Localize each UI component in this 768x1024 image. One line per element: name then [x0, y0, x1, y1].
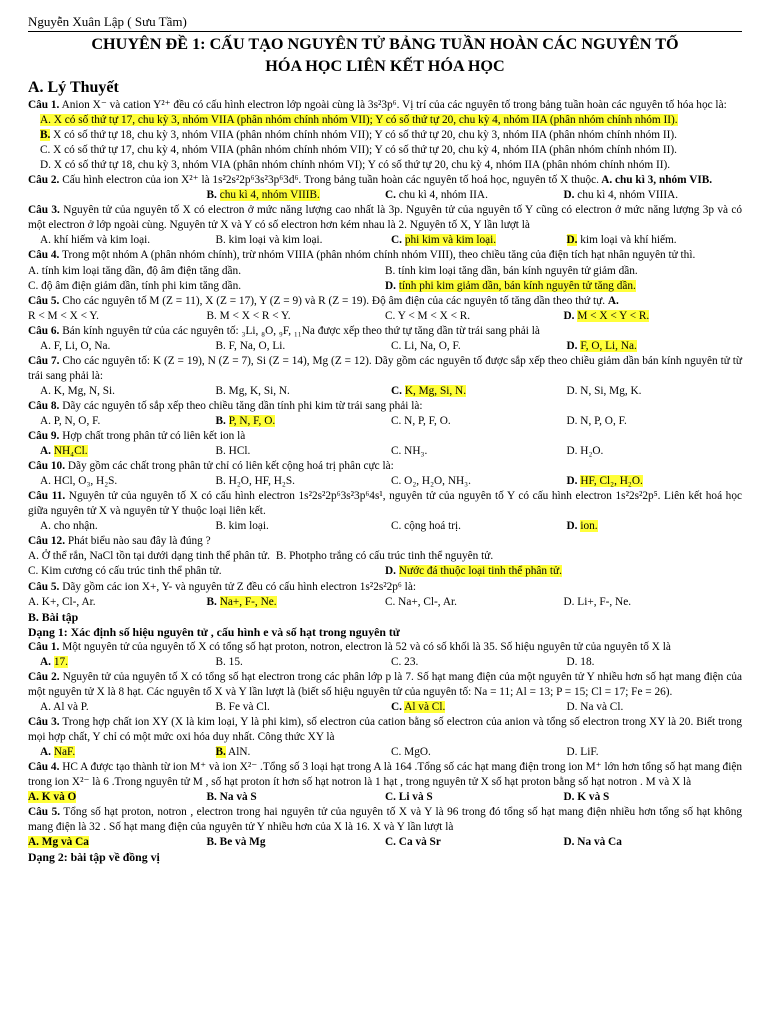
- option-b: B. Na và S: [206, 791, 257, 804]
- page-title: [28, 33, 742, 77]
- option-b: B. Mg, K, Si, N.: [215, 384, 290, 397]
- option-a: A. tính kim loại tăng dần, độ âm điện tăng dần.: [28, 264, 242, 277]
- question-7: Câu 7. Cho các nguyên tố: K (Z = 19), N (Z = 7), Si (Z = 14), Mg (Z = 12). Dãy gồm các nguyên tố được sắp xếp theo chiều giảm dần bán kính nguyên tử từ trái sang phải là:: [28, 354, 742, 382]
- option-c: C. X có số thứ tự 17, chu kỳ 4, nhóm VIIA (phân nhóm chính nhóm VII); Y có số thứ tự 20, chu kỳ 4, nhóm IIA (phân nhóm chính nhóm II).: [40, 144, 677, 157]
- option-a: [28, 835, 207, 850]
- options-row: [28, 519, 742, 534]
- question-13: Câu 5. Dãy gồm các ion X+, Y- và nguyên tử Z đều có cấu hình electron 1s²2s²2p⁶ là:: [28, 580, 416, 593]
- option-b: B. tính kim loại tăng dần, bán kính nguyên tử giảm dần.: [385, 264, 638, 277]
- option-a: [28, 790, 207, 805]
- option-a: [28, 113, 742, 128]
- option-d: D. N, Si, Mg, K.: [566, 384, 642, 397]
- option-d: D. Nước đá thuộc loại tinh thể phân tử.: [385, 565, 562, 578]
- answer-highlight: chu kì 4, nhóm VIIIB.: [219, 189, 320, 202]
- options-row: [28, 309, 742, 324]
- question-9: Câu 9. Hợp chất trong phân tử có liên kết ion là: [28, 430, 246, 443]
- exercise-5: Câu 5. Tổng số hạt proton, notron , electron trong hai nguyên tử của nguyên tố X và Y là 96 trong đó tổng số hạt mang điện nhiều hơn tổng số hạt không mang điện là 32 . Số hạt mang điện của nguyên tử Y nhiều hơn của X là 16. X và Y lần lượt là: [28, 806, 743, 834]
- answer-highlight: ion.: [580, 520, 598, 533]
- option-a: R < M < X < Y.: [28, 309, 99, 322]
- option-c: C. chu kì 4, nhóm IIA.: [385, 189, 488, 202]
- option-a: A. 17.: [40, 655, 68, 668]
- question-8: Câu 8. Dãy các nguyên tố sắp xếp theo chiều tăng dần tính phi kim từ trái sang phải là:: [28, 399, 423, 412]
- answer-highlight: A. X có số thứ tự 17, chu kỳ 3, nhóm VIIA (phân nhóm chính nhóm VII); Y có số thứ tự 20, chu kỳ 4, nhóm IIA (phân nhóm chính nhóm II).: [40, 114, 678, 127]
- question-2: Câu 2. Cấu hình electron của ion X²⁺ là 1s²2s²2p⁶3s²3p⁶3d⁶. Trong bảng tuần hoàn các nguyên tố hoá học, nguyên tố X thuộc. A. chu kì 3, nhóm VIB.: [28, 174, 713, 187]
- option-c: C. phi kim và kim loại.: [391, 234, 497, 247]
- answer-highlight: K, Mg, Si, N.: [404, 384, 467, 397]
- option-d: D. ion.: [566, 520, 598, 533]
- options-row: [28, 474, 742, 489]
- answer-highlight: A. K và O: [28, 791, 77, 804]
- option-c: C. Li và S: [385, 791, 433, 804]
- document-page: [28, 14, 742, 865]
- answer-highlight: 17.: [53, 655, 68, 668]
- title-line-1: CHUYÊN ĐỀ 1: CẤU TẠO NGUYÊN TỬ BẢNG TUẦN HOÀN CÁC NGUYÊN TỐ: [91, 35, 679, 53]
- question-label: Câu 1.: [28, 99, 60, 111]
- option-c: C. NH₃.: [391, 445, 428, 458]
- option-a: A. khí hiếm và kim loại.: [40, 234, 151, 247]
- answer-highlight: M < X < Y < R.: [577, 309, 650, 322]
- option-c: C. MgO.: [391, 745, 431, 758]
- option-a: A. NH₄Cl.: [40, 445, 88, 458]
- option-d: D. Na và Cl.: [566, 700, 624, 713]
- option-d: D. HF, Cl₂, H₂O.: [566, 475, 643, 488]
- answer-highlight: NaF.: [53, 745, 76, 758]
- option-a: A. Ở thể rắn, NaCl tồn tại dưới dạng tinh thể phân tử.: [28, 550, 270, 563]
- exercise-4: Câu 4. HC A được tạo thành từ ion M⁺ và ion X²⁻ .Tổng số 3 loại hạt trong A là 164 .Tổng số các hạt mang điện trong ion M⁺ lớn hơn tổng số hạt mang điện trong ion X²⁻ là 6 .Trong nguyên tử M , số hạt proton ít hơn số hạt notron là 1 hạt , trong nguyên tử X số hạt proton bằng số hạt notron . M và X là: [28, 760, 743, 789]
- option-c: C. Y < M < X < R.: [385, 309, 471, 322]
- option-d: D. LiF.: [566, 745, 599, 758]
- option-a: A. P, N, O, F.: [40, 414, 101, 427]
- option-b: B. F, Na, O, Li.: [215, 339, 286, 352]
- question-5: Câu 5. Cho các nguyên tố M (Z = 11), X (Z = 17), Y (Z = 9) và R (Z = 19). Độ âm điện của các nguyên tố tăng dần theo thứ tự. A.: [28, 294, 619, 307]
- option-c: C. cộng hoá trị.: [391, 520, 461, 533]
- author-line: Nguyễn Xuân Lập ( Sưu Tầm): [28, 14, 742, 32]
- options-row: [28, 233, 742, 248]
- option-c: C. O₂, H₂O, NH₃.: [391, 475, 471, 488]
- option-d: D. N, P, O, F.: [566, 414, 627, 427]
- question-10: Câu 10. Dãy gồm các chất trong phân tử chỉ có liên kết cộng hoá trị phân cực là:: [28, 460, 394, 473]
- options-row: [28, 414, 742, 429]
- option-d: D. Li+, F-, Ne.: [563, 595, 632, 608]
- option-b: B. chu kì 4, nhóm VIIIB.: [206, 189, 320, 202]
- option-c: C. Ca và Sr: [385, 836, 441, 849]
- option-a: A. HCl, O₃, H₂S.: [40, 475, 118, 488]
- option-a: A. K, Mg, N, Si.: [40, 384, 116, 397]
- option-d: D. M < X < Y < R.: [563, 309, 650, 322]
- options-row: [28, 835, 742, 850]
- option-c: C. Li, Na, O, F.: [391, 339, 461, 352]
- options-row: [28, 188, 742, 203]
- options-row: [28, 264, 742, 279]
- options-row: [28, 790, 742, 805]
- option-b: B. Fe và Cl.: [215, 700, 270, 713]
- dang-2-heading: Dạng 2: bài tập về đồng vị: [28, 850, 160, 865]
- option-b: B. P, N, F, O.: [215, 414, 276, 427]
- option-d: D. Na và Ca: [563, 836, 622, 849]
- option-d: D. X có số thứ tự 18, chu kỳ 3, nhóm VIA (phân nhóm chính nhóm VI); Y có số thứ tự 20, chu kỳ 4, nhóm IIA (phân nhóm chính nhóm II).: [40, 159, 671, 172]
- answer-highlight: Na+, F-, Ne.: [219, 595, 277, 608]
- option-b: B. HCl.: [215, 445, 251, 458]
- answer-highlight: NH₄Cl.: [53, 445, 88, 458]
- option-c: C. Al và Cl.: [391, 700, 446, 713]
- question-11: Câu 11. Nguyên tử của nguyên tố X có cấu hình electron 1s²2s²2p⁶3s²3p⁶4s¹, nguyên tử của nguyên tố Y có cấu hình electron 1s²2s²2p⁵. Liên kết hoá học giữa nguyên tử X và nguyên tử Y thuộc loại liên kết.: [28, 490, 742, 518]
- answer-highlight: Al và Cl.: [404, 700, 446, 713]
- option-d: D. kim loại và khí hiếm.: [566, 234, 677, 247]
- option-b: B. Be và Mg: [206, 836, 266, 849]
- question-12: Câu 12. Phát biểu nào sau đây là đúng ?: [28, 535, 211, 548]
- dang-1-heading: Dạng 1: Xác định số hiệu nguyên tử , cấu hình e và số hạt trong nguyên tử: [28, 624, 400, 639]
- option-d: D. K và S: [563, 791, 610, 804]
- options-row: [28, 339, 742, 354]
- option-c: C. Na+, Cl-, Ar.: [385, 595, 457, 608]
- options-row: [28, 279, 742, 294]
- answer-highlight: HF, Cl₂, H₂O.: [580, 475, 643, 488]
- option-c: C. Kim cương có cấu trúc tinh thể phân tử.: [28, 565, 222, 578]
- title-line-2: HÓA HỌC LIÊN KẾT HÓA HỌC: [265, 57, 505, 75]
- option-d: D. H₂O.: [566, 445, 604, 458]
- option-c: C. K, Mg, Si, N.: [391, 384, 467, 397]
- answer-highlight: F, O, Li, Na.: [580, 339, 637, 352]
- option-b: B. X có số thứ tự 18, chu kỳ 3, nhóm VIIA (phân nhóm chính nhóm VII); Y có số thứ tự 20, chu kỳ 3, nhóm IIA (phân nhóm chính nhóm II).: [40, 129, 677, 142]
- options-row: [28, 564, 742, 579]
- options-row: [28, 595, 742, 610]
- answer-highlight: tính phi kim giảm dần, bán kính nguyên tử tăng dần.: [398, 279, 636, 292]
- question-4: Câu 4. Trong một nhóm A (phân nhóm chính), trừ nhóm VIIIA (phân nhóm chính nhóm VIII), theo chiều tăng của điện tích hạt nhân nguyên tử thì.: [28, 249, 696, 262]
- options-row: [28, 444, 742, 459]
- option-b: B. Na+, F-, Ne.: [206, 595, 277, 608]
- option-b: B. 15.: [215, 655, 243, 668]
- exercise-2: Câu 2. Nguyên tử của nguyên tố X có tổng số hạt electron trong các phân lớp p là 7. Số hạt mang điện của một nguyên tử Y nhiều hơn số hạt mang điện của một nguyên tử X là 8 hạt. Các nguyên tố X và Y lần lượt là (biết số hiệu nguyên tử của nguyên tố: Na = 11; Al = 13; P = 15; Cl = 17; Fe = 26).: [28, 670, 742, 698]
- answer-highlight: Nước đá thuộc loại tinh thể phân tử.: [398, 565, 562, 578]
- answer-highlight: B.: [40, 129, 51, 142]
- option-b: B. Photpho trắng có cấu trúc tinh thể nguyên tử.: [275, 550, 494, 563]
- option-d: D. F, O, Li, Na.: [566, 339, 637, 352]
- exercise-1: Câu 1. Một nguyên tử của nguyên tố X có tổng số hạt proton, notron, electron là 52 và có số khối là 35. Số hiệu nguyên tử của nguyên tố X là: [28, 640, 671, 653]
- option-c: C. độ âm điện giảm dần, tính phi kim tăng dần.: [28, 279, 242, 292]
- options-row: [28, 384, 742, 399]
- option-a: A. Al và P.: [40, 700, 89, 713]
- option-c: C. N, P, F, O.: [391, 414, 451, 427]
- options-row: [28, 745, 742, 760]
- answer-highlight: P, N, F, O.: [228, 414, 276, 427]
- option-d: D. chu kì 4, nhóm VIIIA.: [563, 189, 679, 202]
- options-row: [28, 655, 742, 670]
- option-b: B. AlN.: [215, 745, 251, 758]
- options-row: [28, 700, 742, 715]
- section-b-heading: B. Bài tập: [28, 609, 79, 624]
- option-a: A. NaF.: [40, 745, 76, 758]
- option-b: B. kim loại và kim loại.: [215, 234, 323, 247]
- option-b: B. H₂O, HF, H₂S.: [215, 475, 295, 488]
- option-a: A. cho nhận.: [40, 520, 98, 533]
- option-a: A. F, Li, O, Na.: [40, 339, 111, 352]
- option-d: D. tính phi kim giảm dần, bán kính nguyên tử tăng dần.: [385, 279, 636, 292]
- section-a-heading: A. Lý Thuyết: [28, 79, 119, 96]
- option-a: A. K+, Cl-, Ar.: [28, 595, 96, 608]
- question-1: [28, 98, 742, 113]
- question-3: Câu 3. Nguyên tử của nguyên tố X có electron ở mức năng lượng cao nhất là 3p. Nguyên tử của nguyên tố Y cũng có electron ở mức năng lượng 3p và có một electron ở lớp ngoài cùng. Nguyên tử X và Y có số electron hơn kém nhau là 2. Nguyên tố X, Y lần lượt là: [28, 204, 742, 232]
- exercise-3: Câu 3. Trong hợp chất ion XY (X là kim loại, Y là phi kim), số electron của cation bằng số electron của anion và tổng số electron trong XY là 20. Biết trong mọi hợp chất, Y chỉ có một mức oxi hóa duy nhất. Công thức XY là: [28, 715, 743, 743]
- answer-highlight: A. Mg và Ca: [28, 836, 89, 849]
- option-b: B. kim loại.: [215, 520, 269, 533]
- question-6: Câu 6. Bán kính nguyên tử của các nguyên tố: ₃Li, ₈O, ₉F, ₁₁Na được xếp theo thứ tự tăng dần từ trái sang phải là: [28, 324, 540, 337]
- question-stem: Anion X⁻ và cation Y²⁺ đều có cấu hình electron lớp ngoài cùng là 3s²3p⁶. Vị trí của các nguyên tố trong bảng tuần hoàn các nguyên tố hóa học là:: [59, 99, 727, 111]
- option-b: B. M < X < R < Y.: [206, 309, 291, 322]
- option-d: D. 18.: [566, 655, 595, 668]
- options-row: [28, 549, 742, 564]
- answer-highlight: phi kim và kim loại.: [404, 234, 497, 247]
- option-c: C. 23.: [391, 655, 419, 668]
